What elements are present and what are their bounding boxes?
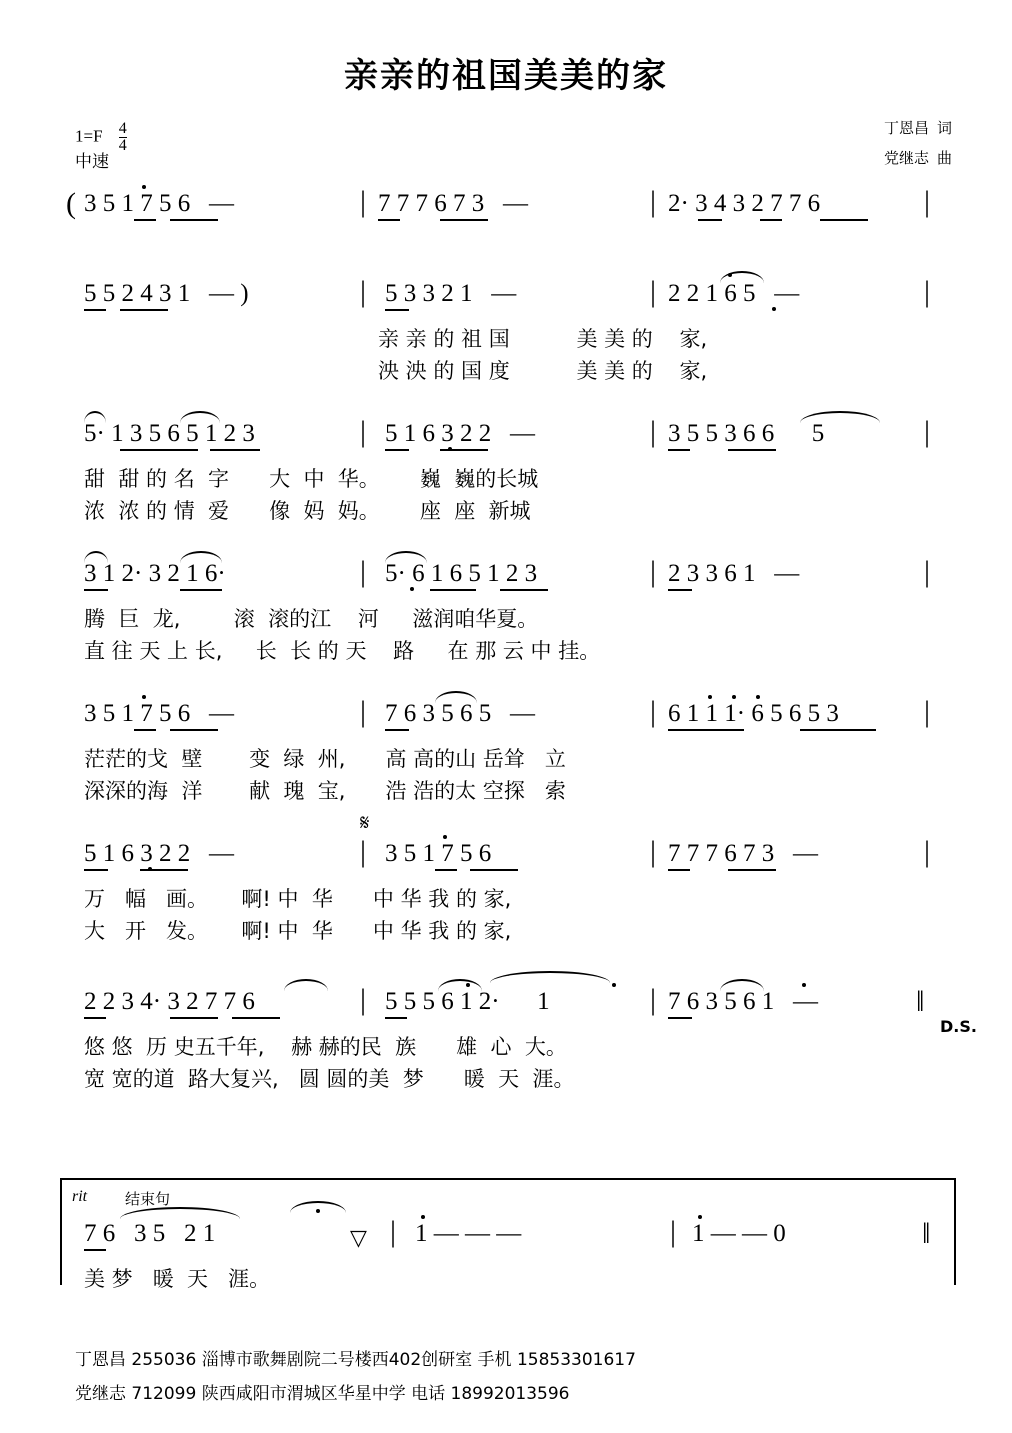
slur <box>385 551 427 563</box>
measure-notes: 3 5 1 7 5 6 — <box>84 190 234 217</box>
time-signature-top: 4 <box>118 120 127 137</box>
slur <box>438 979 482 991</box>
notes-row <box>60 273 952 319</box>
octave-dot <box>728 273 732 277</box>
rit-marking: rit <box>72 1188 88 1205</box>
barline: | <box>924 275 931 308</box>
octave-dot-low <box>448 447 452 451</box>
ds-mark: D.S. <box>940 1017 977 1036</box>
barline: | <box>924 415 931 448</box>
beam-line <box>385 1017 407 1019</box>
beam-line <box>800 729 876 731</box>
slur <box>84 551 108 563</box>
barline: | <box>360 415 367 448</box>
octave-dot <box>732 695 736 699</box>
page-title: 亲亲的祖国美美的家 <box>344 56 668 96</box>
beam-line <box>170 729 218 731</box>
time-signature <box>119 121 127 154</box>
lyric-line-2: 宽 宽的道 路大复兴, 圆 圆的美 梦 暖 天 涯。 <box>84 1067 575 1091</box>
barline: | <box>360 555 367 588</box>
barline: | <box>650 415 657 448</box>
beam-line <box>84 589 108 591</box>
composer-credit <box>884 143 952 173</box>
beam-line <box>232 1017 280 1019</box>
barline: | <box>924 185 931 218</box>
open-paren: ( <box>66 187 76 220</box>
slur <box>284 979 328 991</box>
beam-line <box>180 589 222 591</box>
beam-line <box>134 219 156 221</box>
beam-line <box>378 219 400 221</box>
measure-notes: 2 3 3 6 1 — <box>668 560 800 587</box>
beam-line <box>728 869 776 871</box>
repeat-barline: ‖ <box>916 985 923 1018</box>
octave-dot-low <box>410 587 414 591</box>
lyric-line-2: 泱 泱 的 国 度 美 美 的 家, <box>378 359 708 383</box>
measure-notes: 5 5 5 6 1 2· 1 <box>385 988 550 1015</box>
slur <box>435 691 477 703</box>
measure-notes: 1 — — — <box>415 1220 522 1247</box>
music-system-4 <box>60 553 952 693</box>
beam-line <box>430 589 476 591</box>
beam-line <box>210 449 260 451</box>
beam-line <box>728 449 776 451</box>
octave-dot-low <box>148 867 152 871</box>
octave-dot <box>708 695 712 699</box>
barline: | <box>924 555 931 588</box>
lyricist-credit <box>884 113 952 143</box>
breath-mark: ▽ <box>350 1225 367 1250</box>
notes-row <box>60 553 952 599</box>
barline: | <box>360 275 367 308</box>
measure-notes: 5· 1 3 5 6 5 1 2 3 <box>84 420 255 447</box>
barline: | <box>670 1215 677 1248</box>
footer-line-1: 丁恩昌 255036 淄博市歌舞剧院二号楼西402创研室 手机 15853301617 <box>75 1350 636 1370</box>
composer-role: 曲 <box>936 149 952 167</box>
beam-line <box>84 1249 106 1251</box>
beam-line <box>668 589 692 591</box>
slur <box>720 979 764 991</box>
slur <box>800 411 880 423</box>
music-system-8 <box>60 1213 952 1309</box>
octave-dot <box>316 1209 320 1213</box>
lyric-line-1: 亲 亲 的 祖 国 美 美 的 家, <box>378 327 708 351</box>
measure-notes: 5 5 2 4 3 1 — ) <box>84 280 249 307</box>
octave-dot <box>443 835 447 839</box>
octave-dot <box>698 1215 702 1219</box>
time-signature-bottom: 4 <box>118 137 127 154</box>
measure-notes: 7 7 7 6 7 3 — <box>668 840 818 867</box>
measure-notes: 3 5 1 7 5 6 <box>385 840 492 867</box>
music-system-3 <box>60 413 952 553</box>
beam-line <box>668 1017 692 1019</box>
beam-line <box>170 219 218 221</box>
barline: | <box>650 555 657 588</box>
header-info <box>0 113 1012 183</box>
octave-dot <box>466 983 470 987</box>
barline: | <box>650 185 657 218</box>
measure-notes: 3 5 1 7 5 6 — <box>84 700 234 727</box>
barline: | <box>924 835 931 868</box>
sheet-music-page <box>0 48 1012 1433</box>
octave-dot <box>612 983 616 987</box>
beam-line <box>134 729 156 731</box>
beam-line <box>385 729 409 731</box>
music-system-7 <box>60 981 977 1121</box>
slur <box>180 551 222 563</box>
measure-notes: 3 5 5 3 6 6 5 <box>668 420 825 447</box>
segno-icon: 𝄋 <box>360 811 370 836</box>
measure-notes: 2· 3 4 3 2 7 7 6 <box>668 190 821 217</box>
lyric-line-2: 大 开 发。 啊! 中 华 中 华 我 的 家, <box>84 919 512 943</box>
beam-line <box>760 219 782 221</box>
barline: | <box>360 983 367 1016</box>
lyricist-role: 词 <box>936 119 952 137</box>
barline: | <box>360 695 367 728</box>
slur <box>720 271 764 283</box>
beam-line <box>84 869 108 871</box>
beam-line <box>470 869 518 871</box>
lyric-line-1: 腾 巨 龙, 滚 滚的江 河 滋润咱华夏。 <box>84 607 539 631</box>
measure-notes: 7 7 7 6 7 3 — <box>378 190 528 217</box>
barline: | <box>650 983 657 1016</box>
beam-line <box>170 1017 218 1019</box>
barline: | <box>650 275 657 308</box>
octave-dot <box>421 1215 425 1219</box>
credits <box>884 113 952 173</box>
measure-notes: 1 — — 0 <box>692 1220 786 1247</box>
beam-line <box>435 869 457 871</box>
lyric-line-2: 深深的海 洋 献 瑰 宝, 浩 浩的太 空探 索 <box>84 779 566 803</box>
lyric-line-1: 美 梦 暖 天 涯。 <box>84 1267 271 1291</box>
notes-row <box>60 811 952 879</box>
lyric-line-2: 直 往 天 上 长, 长 长 的 天 路 在 那 云 中 挂。 <box>84 639 601 663</box>
notes-row <box>60 1213 952 1259</box>
beam-line <box>385 309 409 311</box>
beam-line <box>440 219 488 221</box>
measure-notes: 6 1 1 1· 6 5 6 5 3 <box>668 700 839 727</box>
measure-notes: 2 2 3 4· 3 2 7 7 6 <box>84 988 255 1015</box>
barline: | <box>360 185 367 218</box>
lyric-line-1: 万 幅 画。 啊! 中 华 中 华 我 的 家, <box>84 887 512 911</box>
measure-notes: 5 1 6 3 2 2 — <box>84 840 234 867</box>
beam-line <box>668 869 690 871</box>
footer-line-2: 党继志 712099 陕西咸阳市渭城区华星中学 电话 18992013596 <box>75 1384 570 1404</box>
measure-notes: 7 6 3 5 6 1 — <box>668 988 818 1015</box>
footer-contact <box>75 1343 636 1411</box>
measure-notes: 5 3 3 2 1 — <box>385 280 517 307</box>
final-barline: ‖ <box>922 1217 929 1250</box>
beam-line <box>698 219 722 221</box>
beam-line <box>120 309 168 311</box>
barline: | <box>360 835 367 868</box>
octave-dot <box>142 185 146 189</box>
lyricist-name: 丁恩昌 <box>883 119 929 137</box>
key-signature-text: 1=F <box>75 126 103 146</box>
barline: | <box>650 835 657 868</box>
notes-row <box>60 981 977 1036</box>
music-system-5 <box>60 693 952 833</box>
octave-dot <box>756 695 760 699</box>
lyric-line-2: 浓 浓 的 情 爱 像 妈 妈。 座 座 新城 <box>84 499 531 523</box>
notes-row <box>60 413 952 459</box>
measure-notes: 5· 6 1 6 5 1 2 3 <box>385 560 538 587</box>
barline: | <box>390 1215 397 1248</box>
lyric-line-1: 茫茫的戈 壁 变 绿 州, 高 高的山 岳耸 立 <box>84 747 566 771</box>
measure-notes: 3 1 2· 3 2 1 6· <box>84 560 226 587</box>
beam-line <box>668 449 690 451</box>
notes-row <box>60 183 952 229</box>
slur <box>84 411 106 423</box>
slur <box>180 411 220 423</box>
beam-line <box>385 449 409 451</box>
beam-line <box>820 219 868 221</box>
music-system-6 <box>60 811 952 981</box>
measure-notes: 5 1 6 3 2 2 — <box>385 420 535 447</box>
lyric-line-1: 悠 悠 历 史五千年, 赫 赫的民 族 雄 心 大。 <box>84 1035 567 1059</box>
music-system-2 <box>60 273 952 413</box>
beam-line <box>84 309 106 311</box>
ending-label: 结束句 <box>125 1190 171 1208</box>
music-system-1 <box>60 183 952 273</box>
measure-notes: 7 6 3 5 2 1 <box>84 1220 216 1247</box>
beam-line <box>500 589 548 591</box>
composer-name: 党继志 <box>883 149 929 167</box>
beam-line <box>668 729 744 731</box>
octave-dot <box>802 983 806 987</box>
measure-notes: 7 6 3 5 6 5 — <box>385 700 535 727</box>
barline: | <box>650 695 657 728</box>
beam-line <box>84 1017 106 1019</box>
barline: | <box>924 695 931 728</box>
measure-notes: 2 2 1 6 5 — <box>668 280 800 307</box>
tempo-marking: 中速 <box>75 152 109 172</box>
lyric-line-1: 甜 甜 的 名 字 大 中 华。 巍 巍的长城 <box>84 467 539 491</box>
beam-line <box>120 449 198 451</box>
notes-row <box>60 693 952 739</box>
octave-dot-low <box>772 307 776 311</box>
octave-dot <box>142 695 146 699</box>
